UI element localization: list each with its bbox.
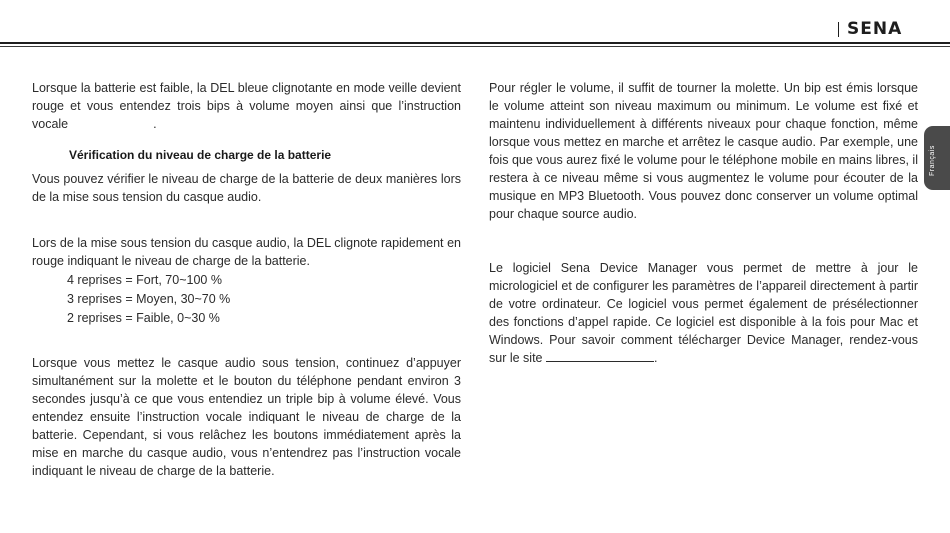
led-indicator-paragraph: Lors de la mise sous tension du casque audio, la DEL clignote rapidement en rouge indiquant le niveau de charge de la batterie.: [32, 236, 461, 268]
low-battery-text: Lorsque la batterie est faible, la DEL bleue clignotante en mode veille devient rouge et vous entendez trois bips à volume moyen ainsi que l’instruction vocale: [32, 81, 461, 131]
device-manager-text: Le logiciel Sena Device Manager vous permet de mettre à jour le micrologiciel et de configurer les paramètres de l’appareil directement à partir de votre ordinateur. Ce logiciel vous permet également de présélectionner des fonctions d’appel rapide. Ce logiciel est disponible à la fois pour Mac et Windows. Pour savoir comment télécharger Device Manager, rendez-vous sur le site: [489, 261, 918, 365]
battery-check-intro: Vous pouvez vérifier le niveau de charge de la batterie de deux manières lors de la mise sous tension du casque audio.: [32, 172, 461, 204]
header-rule-thin: [0, 46, 950, 47]
language-tab[interactable]: [924, 126, 950, 190]
battery-level-item: 2 reprises = Faible, 0~30 %: [67, 311, 220, 325]
device-manager-text-end: .: [653, 351, 658, 365]
volume-paragraph: Pour régler le volume, il suffit de tourner la molette. Un bip est émis lorsque le volume atteint son niveau maximum ou minimum. Le volume est fixé et maintenu individuellement à différents niveaux pour chaque fonction, même lorsque vous mettez en marche et arrêtez le casque audio. Par exemple, une fois que vous aurez fixé le volume pour le téléphone mobile en mains libres, il restera à ce niveau même si vous augmentez le volume pour écouter de la musique en MP3 Bluetooth. Vous pouvez donc conserver un volume optimal pour chaque source audio.: [489, 81, 918, 221]
voice-prompt-paragraph: Lorsque vous mettez le casque audio sous tension, continuez d’appuyer simultanément sur la molette et le bouton du téléphone pendant environ 3 secondes jusqu’à ce que vous entendiez un triple bip à volume élevé. Vous entendez ensuite l’instruction vocale indiquant le niveau de charge de la batterie. Cependant, si vous relâchez les boutons immédiatement après la mise en marche du casque audio, vous n’entendrez pas l’instruction vocale indiquant le niveau de charge de la batterie.: [32, 356, 461, 478]
header-rule-thick: [0, 42, 950, 44]
battery-level-list: [67, 271, 230, 328]
battery-level-item: 4 reprises = Fort, 70~100 %: [67, 273, 222, 287]
battery-level-item: 3 reprises = Moyen, 30~70 %: [67, 292, 231, 306]
low-battery-text-end: .: [153, 117, 157, 131]
sena-logo: SENA: [847, 19, 903, 39]
low-battery-paragraph: [32, 79, 461, 133]
device-manager-paragraph: [489, 259, 918, 367]
language-tab-label: Français: [929, 145, 936, 176]
section-heading-battery-check: Vérification du niveau de charge de la batterie: [69, 148, 332, 162]
website-link-blank[interactable]: [546, 349, 654, 362]
logo-divider: [838, 22, 839, 37]
